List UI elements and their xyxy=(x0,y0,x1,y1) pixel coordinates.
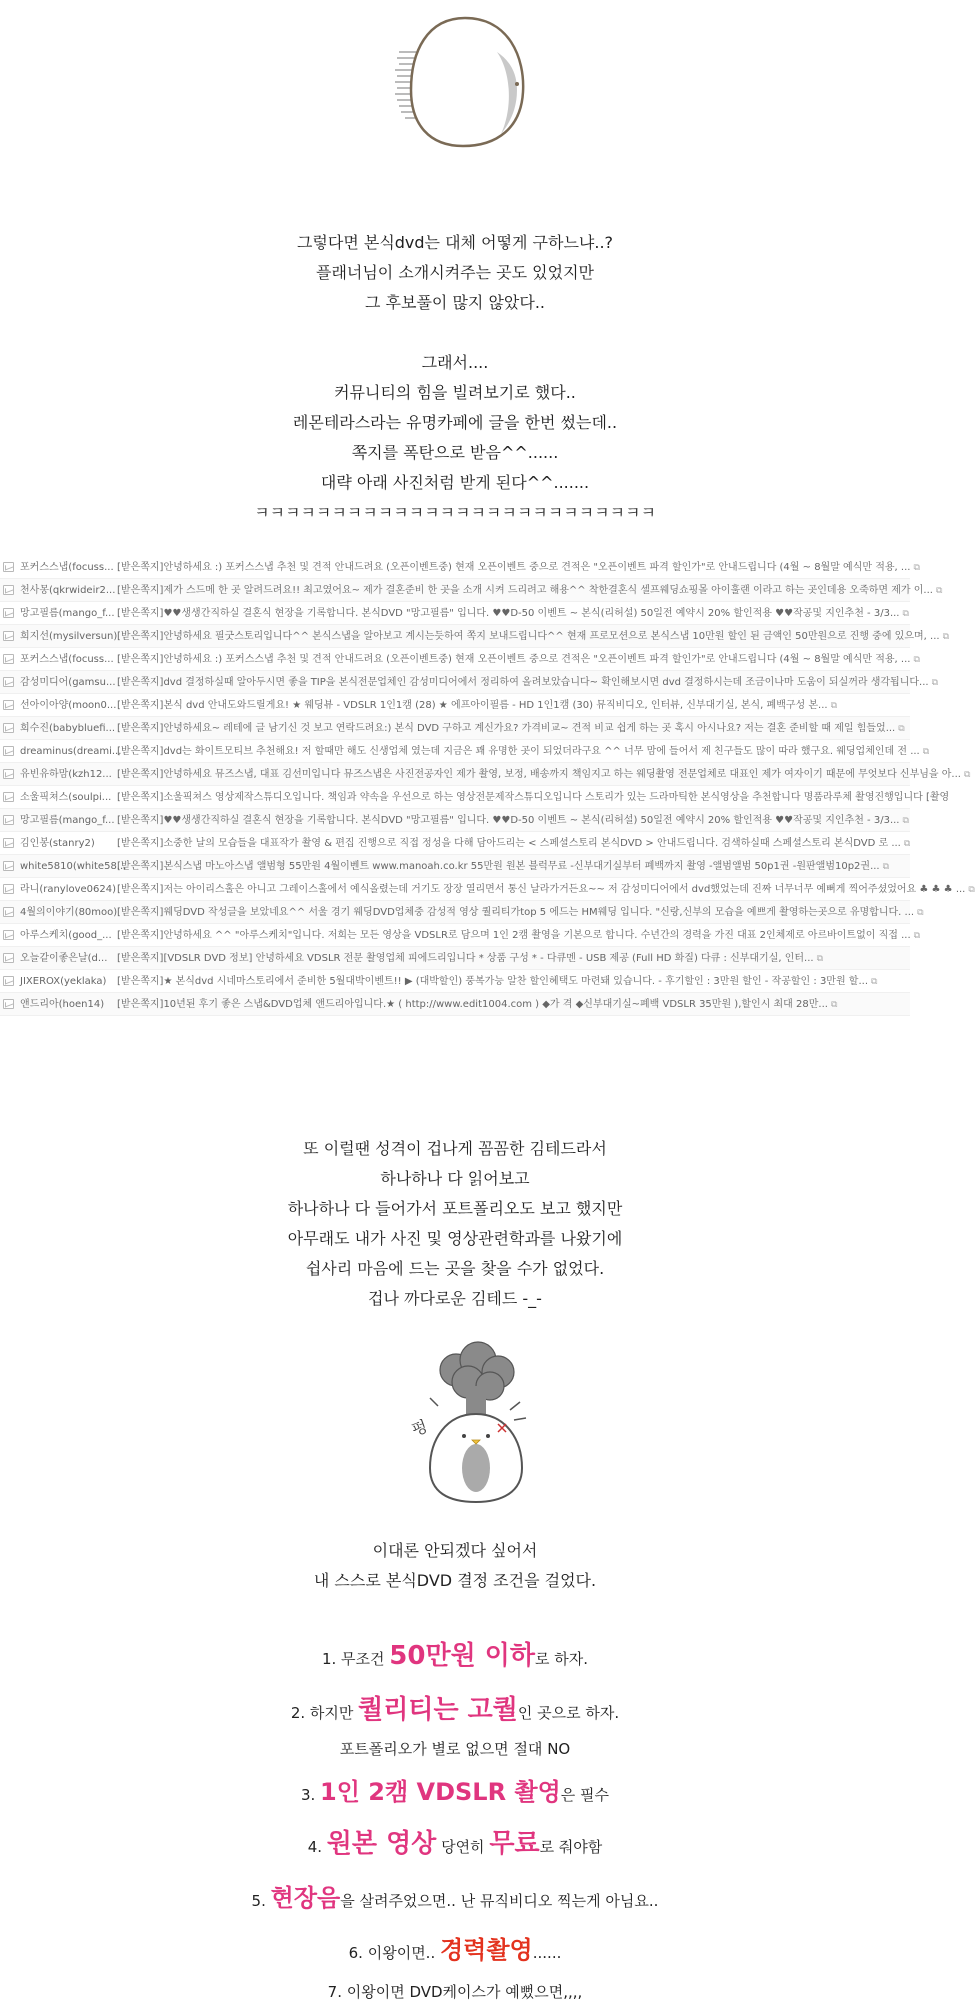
envelope-icon xyxy=(3,861,14,871)
external-link-icon: ⧉ xyxy=(935,586,943,596)
message-sender[interactable]: 포커스스냅(focuss... xyxy=(20,562,114,573)
condition-7: 7. 이왕이면 DVD케이스가 예뻤으면,,,, xyxy=(327,1983,583,2001)
message-subject[interactable]: [받은쪽지]안녕하세요 뮤즈스냅, 대표 김선미입니다 뮤즈스냅은 사진전공자인 제가 촬영, 보정, 배송까지 책임지고 하는 웨딩촬영 전문업체로 대표인 제가 여자이기 때문에 무엇보다 신부님을 아... ⧉ xyxy=(117,769,971,780)
message-subject[interactable]: [받은쪽지]♥♥생생간직하실 결혼식 현장을 기록합니다. 본식DVD "망고필름" 입니다. ♥♥D-50 이벤트 ~ 본식(리허설) 50일전 예약시 20% 할인적용 ♥♥작공및 지인추천 - 3/3... ⧉ xyxy=(117,815,909,826)
condition-2: 2. 하지만 퀄리티는 고퀄인 곳으로 하자. xyxy=(290,1695,620,1725)
message-subject[interactable]: [받은쪽지]본식스냅 마노아스냅 앨범형 55만원 4월이벤트 www.manoah.co.kr 55만원 원본 블럭무료 -신부대기실부터 폐백까지 촬영 -앨범앨범 50p1권 -원판앨범10p2권... ⧉ xyxy=(117,861,890,872)
condition-highlight: 무료 xyxy=(489,1829,540,1859)
message-row[interactable] xyxy=(0,993,910,1016)
message-subject[interactable]: [받은쪽지]소중한 날의 모습들을 대표작가 촬영 & 편집 진행으로 직접 정성을 다해 담아드리는 < 스페셜스토리 본식DVD > 안내드립니다. 검색하실때 스페셜스토리 본식DVD 로 ... ⧉ xyxy=(117,838,911,849)
message-sender[interactable]: 4월의이야기(80moo) xyxy=(20,907,118,918)
external-link-icon: ⧉ xyxy=(917,908,924,918)
message-row[interactable] xyxy=(0,901,924,924)
condition-highlight: 1인 2캠 VDSLR 촬영 xyxy=(320,1778,561,1806)
message-row[interactable] xyxy=(0,648,920,671)
resolve-line: 내 스스로 본식DVD 결정 조건을 걸었다. xyxy=(313,1571,597,1590)
message-sender[interactable]: 김인봉(stanry2) xyxy=(20,838,95,849)
message-row[interactable] xyxy=(0,717,910,740)
envelope-icon xyxy=(3,907,14,917)
message-subject[interactable]: [받은쪽지]본식 dvd 안내도와드릴게요! ★ 웨딩뷰 - VDSLR 1인1캠 (28) ★ 에프아이필름 - HD 1인1캠 (30) 뮤직비디오, 인터뷰, 신부대기실, 본식, 폐백구성 본... ⧉ xyxy=(117,700,837,711)
message-subject[interactable]: [받은쪽지]소울픽쳐스 영상제작스튜디오입니다. 책임과 약속을 우선으로 하는 영상전문제작스튜디오입니다 스토리가 있는 드라마틱한 본식영상을 추천합니다 명품라루체 촬영진행입니다 [촬영 xyxy=(117,792,950,803)
condition-5: 5. 현장음을 살려주었으면.. 난 뮤직비디오 찍는게 아님요.. xyxy=(251,1884,659,1912)
smoke-cloud xyxy=(440,1342,514,1418)
envelope-icon xyxy=(3,608,14,618)
message-row[interactable] xyxy=(0,786,950,809)
message-sender[interactable]: 라니(ranylove0624) xyxy=(20,884,117,895)
external-link-icon: ⧉ xyxy=(871,977,878,987)
external-link-icon: ⧉ xyxy=(898,724,905,734)
external-link-icon: ⧉ xyxy=(903,839,911,849)
message-sender[interactable]: 희지선(mysilversun) xyxy=(20,631,118,642)
message-sender[interactable]: 천사몽(qkrwideir2... xyxy=(20,585,116,596)
intro-line: 레몬테라스라는 유명카페에 글을 한번 썼는데.. xyxy=(292,413,618,432)
message-row[interactable] xyxy=(0,602,910,625)
message-subject[interactable]: [받은쪽지]10년된 후기 좋은 스냅&DVD업체 앤드리아입니다.★ ( http://www.edit1004.com ) ◆가 격 ◆신부대기실~폐백 VDSLR 35만원 ),할인시 최대 28만... ⧉ xyxy=(117,999,838,1010)
message-sender[interactable]: dreaminus(dreami... xyxy=(20,746,122,757)
message-subject[interactable]: [받은쪽지]안녕하세요 :) 포커스스냅 추천 및 견적 안내드려요 (오픈이벤트중) 현재 오픈이벤트 중으로 견적은 "오픈이벤트 파격 할인가"로 안내드립니다 (4월 ~ 8월말 예식만 적용, ... ⧉ xyxy=(117,654,920,665)
envelope-icon xyxy=(3,792,14,802)
envelope-icon xyxy=(3,953,14,963)
message-sender[interactable]: 유빈유하맘(kzh12... xyxy=(20,769,112,780)
message-sender[interactable]: 선아이아양(moon0... xyxy=(20,700,117,711)
message-sender[interactable]: 망고필름(mango_f... xyxy=(20,815,115,826)
intro-line: 대략 아래 사진처럼 받게 된다^^....... xyxy=(320,473,590,492)
envelope-icon xyxy=(3,654,14,664)
message-subject[interactable]: [받은쪽지]안녕하세요 ^^ "아루스케치"입니다. 저희는 모든 영상을 VDSLR로 담으며 1인 2캠 촬영을 기본으로 합니다. 수년간의 경력을 가진 대표 2인체제로 아르바이트없이 직접 ... ⧉ xyxy=(117,930,921,941)
message-row[interactable] xyxy=(0,740,930,763)
message-row[interactable] xyxy=(0,671,939,694)
external-link-icon: ⧉ xyxy=(882,862,890,872)
external-link-icon: ⧉ xyxy=(913,563,920,573)
story-line: 겁나 까다로운 김테드 -_- xyxy=(368,1289,542,1308)
condition-highlight: 퀄리티는 고퀄 xyxy=(358,1695,518,1725)
message-row[interactable] xyxy=(0,556,920,579)
external-link-icon: ⧉ xyxy=(830,1000,838,1010)
condition-highlight: 현장음 xyxy=(270,1884,341,1912)
intro-line: 그래서.... xyxy=(421,353,489,372)
message-row[interactable] xyxy=(0,855,910,878)
story-line: 아무래도 내가 사진 및 영상관련학과를 나왔기에 xyxy=(287,1229,623,1248)
message-subject[interactable]: [받은쪽지][VDSLR DVD 정보] 안녕하세요 VDSLR 전문 촬영업체 피에드리입니다 * 상품 구성 * - 다큐멘 - USB 제공 (Full HD 화질) 다큐 : 신부대기실, 인터... ⧉ xyxy=(117,953,824,964)
message-subject[interactable]: [받은쪽지]★ 본식dvd 시네마스토리에서 준비한 5월대박이벤트!! ▶ (대박할인) 풍복가능 알찬 할인혜택도 마련돼 있습니다. - 후기할인 : 3만원 할인 - 작공할인 : 3만원 할... ⧉ xyxy=(117,976,878,987)
pop-sound-text: 펑 xyxy=(408,1416,430,1440)
message-sender[interactable]: 희수진(babybluefi... xyxy=(20,723,116,734)
external-link-icon: ⧉ xyxy=(913,931,921,941)
message-row[interactable] xyxy=(0,878,975,901)
envelope-icon xyxy=(3,723,14,733)
condition-1: 1. 무조건 50만원 이하로 하자. xyxy=(321,1641,589,1671)
external-link-icon: ⧉ xyxy=(968,885,975,895)
intro-line xyxy=(0,318,910,348)
message-subject[interactable]: [받은쪽지]안녕하세요 필굿스토리입니다^^ 본식스냅을 알아보고 계시는듯하여 쪽지 보내드립니다^^ 현재 프로모션으로 본식스냅 10만원 할인 된 금액인 50만원으로 진행 중에 있으며, ... ⧉ xyxy=(117,631,949,642)
message-row[interactable] xyxy=(0,947,910,970)
message-subject[interactable]: [받은쪽지]dvd 결정하실때 알아두시면 좋을 TIP을 본식전문업체인 감성미디어에서 정리하여 올려보았습니다~ 확인해보시면 dvd 결정하시는데 조금이나마 도움이 되실꺼라 생각됩니다... ⧉ xyxy=(117,677,939,688)
intro-line: 그 후보풀이 많지 않았다.. xyxy=(365,293,545,312)
message-row[interactable] xyxy=(0,809,910,832)
external-link-icon: ⧉ xyxy=(830,701,837,711)
message-subject[interactable]: [받은쪽지]웨딩DVD 작성글을 보았네요^^ 서울 경기 웨딩DVD업체중 감성적 영상 퀄리티가top 5 에드는 HM웨딩 입니다. "신랑,신부의 모습을 예쁘게 촬영하는곳으로 유명합니다. ... ⧉ xyxy=(117,907,924,918)
envelope-icon xyxy=(3,677,14,687)
envelope-icon xyxy=(3,631,14,641)
envelope-icon xyxy=(3,999,14,1009)
condition-4: 4. 원본 영상 당연히 무료로 줘야함 xyxy=(307,1829,603,1859)
message-subject[interactable]: [받은쪽지]제가 스드메 한 곳 알려드려요!! 최고였어요~ 제가 결혼준비 한 곳을 소개 시켜 드리려고 해용^^ 착한결혼식 셀프웨딩쇼핑몰 아이훌랜 이라고 하는 곳인데용 오죽하면 제가 이... ⧉ xyxy=(117,585,943,596)
envelope-icon xyxy=(3,930,14,940)
story-line: 하나하나 다 들어가서 포트폴리오도 보고 했지만 xyxy=(287,1199,623,1218)
envelope-icon xyxy=(3,562,14,572)
external-link-icon: ⧉ xyxy=(816,954,824,964)
story-line: 하나하나 다 읽어보고 xyxy=(380,1169,530,1188)
story-line: 또 이럴땐 성격이 겁나게 꼼꼼한 김테드라서 xyxy=(303,1139,607,1158)
condition-2-note: 포트폴리오가 별로 없으면 절대 NO xyxy=(339,1740,571,1758)
message-row[interactable] xyxy=(0,832,910,855)
envelope-icon xyxy=(3,838,14,848)
condition-highlight: 원본 영상 xyxy=(326,1829,437,1859)
condition-6: 6. 이왕이면.. 경력촬영...... xyxy=(348,1936,562,1964)
external-link-icon: ⧉ xyxy=(922,747,930,757)
external-link-icon: ⧉ xyxy=(942,632,949,642)
message-row[interactable] xyxy=(0,625,949,648)
message-row[interactable] xyxy=(0,694,910,717)
external-link-icon: ⧉ xyxy=(902,609,909,619)
external-link-icon: ⧉ xyxy=(902,816,909,826)
intro-line: 커뮤니티의 힘을 빌려보기로 했다.. xyxy=(334,383,576,402)
envelope-icon xyxy=(3,769,14,779)
intro-line: 쪽지를 폭탄으로 받음^^...... xyxy=(351,443,559,462)
message-subject[interactable]: [받은쪽지]dvd는 화이트모티브 추천해요! 저 할때만 해도 신생업체 였는데 지금은 꽤 유명한 곳이 되었더라구요 ^^ 너무 맘에 들어서 제 친구들도 많이 따라 했구요. 웨딩업체인데 전 ... ⧉ xyxy=(117,746,930,757)
intro-line: 플래너님이 소개시켜주는 곳도 있었지만 xyxy=(315,263,594,282)
message-subject[interactable]: [받은쪽지]저는 아이리스홀은 아니고 그레이스홀에서 예식올렸는데 거기도 장장 열리면서 통신 날라가거든요~~ 저 감성미디어에서 dvd했었는데 진짜 너무너무 예뻐게 찍어주셨었어요 ♣ ♣ ♣ ... ⧉ xyxy=(117,884,975,895)
resolve-line: 이대론 안되겠다 싶어서 xyxy=(372,1541,538,1560)
message-sender[interactable]: 망고필름(mango_f... xyxy=(20,608,115,619)
envelope-icon xyxy=(3,884,14,894)
message-subject[interactable]: [받은쪽지]♥♥생생간직하실 결혼식 현장을 기록합니다. 본식DVD "망고필름" 입니다. ♥♥D-50 이벤트 ~ 본식(리허설) 50일전 예약시 20% 할인적용 ♥♥작공및 지인추천 - 3/3... ⧉ xyxy=(117,608,909,619)
message-sender[interactable]: white5810(white58... xyxy=(20,861,127,872)
envelope-icon xyxy=(3,746,14,756)
message-sender[interactable]: 소울픽쳐스(soulpi... xyxy=(20,792,112,803)
message-row[interactable] xyxy=(0,970,910,993)
envelope-icon xyxy=(3,700,14,710)
envelope-icon xyxy=(3,976,14,986)
condition-highlight: 50만원 이하 xyxy=(389,1641,535,1671)
envelope-icon xyxy=(3,815,14,825)
envelope-icon xyxy=(3,585,14,595)
received-messages-list xyxy=(0,556,975,1016)
exploding-character-illustration xyxy=(410,1340,540,1505)
message-sender[interactable]: 포커스스냅(focuss... xyxy=(20,654,114,665)
message-sender[interactable]: 감성미디어(gamsu... xyxy=(20,677,116,688)
message-sender[interactable]: 오늘같이좋은날(d... xyxy=(20,953,108,964)
intro-line: ㅋㅋㅋㅋㅋㅋㅋㅋㅋㅋㅋㅋㅋㅋㅋㅋㅋㅋㅋㅋㅋㅋㅋㅋㅋㅋ xyxy=(254,503,656,522)
condition-3: 3. 1인 2캠 VDSLR 촬영은 필수 xyxy=(300,1778,610,1806)
intro-line: 그렇다면 본식dvd는 대체 어떻게 구하느냐..? xyxy=(296,233,614,252)
intro-text xyxy=(0,228,910,528)
character-illustration xyxy=(385,12,545,152)
message-row[interactable] xyxy=(0,924,921,947)
condition-highlight: 경력촬영 xyxy=(440,1936,533,1964)
resolve-text xyxy=(0,1536,910,1596)
external-link-icon: ⧉ xyxy=(931,678,939,688)
external-link-icon: ⧉ xyxy=(963,770,971,780)
message-sender[interactable]: 아루스케치(good_... xyxy=(20,930,112,941)
message-row[interactable] xyxy=(0,579,943,602)
message-sender[interactable]: JIXEROX(yeklaka) xyxy=(20,976,107,987)
external-link-icon: ⧉ xyxy=(913,655,920,665)
story-text xyxy=(0,1134,910,1314)
message-sender[interactable]: 앤드리아(hoen14) xyxy=(20,999,105,1010)
message-row[interactable] xyxy=(0,763,971,786)
story-line: 쉽사리 마음에 드는 곳을 찾을 수가 없었다. xyxy=(305,1259,605,1278)
message-subject[interactable]: [받은쪽지]안녕하세요~ 레테에 글 남기신 것 보고 연락드려요:) 본식 DVD 구하고 계신가요? 가격비교~ 견적 비교 쉽게 하는 곳 혹시 아시나요? 저는 결혼 준비할 때 제일 힘들었... ⧉ xyxy=(117,723,905,734)
message-subject[interactable]: [받은쪽지]안녕하세요 :) 포커스스냅 추천 및 견적 안내드려요 (오픈이벤트중) 현재 오픈이벤트 중으로 견적은 "오픈이벤트 파격 할인가"로 안내드립니다 (4월 ~ 8월말 예식만 적용, ... ⧉ xyxy=(117,562,920,573)
